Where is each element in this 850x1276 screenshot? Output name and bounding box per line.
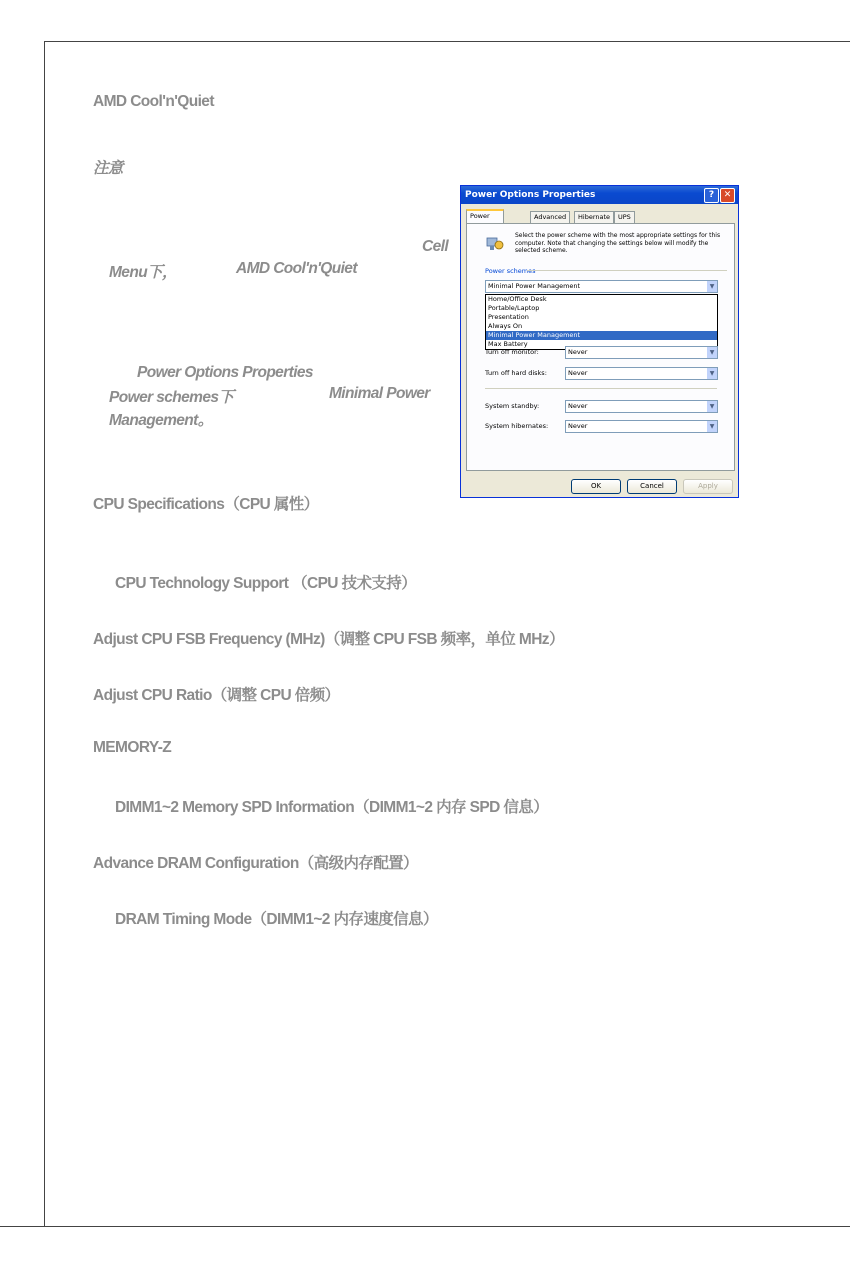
scheme-option[interactable]: Presentation [488,313,529,321]
page-frame-top [44,41,850,42]
body-text-power-schemes: Power schemes下 [109,389,234,406]
setting-label-hibernates: System hibernates: [485,422,549,430]
dialog-title: Power Options Properties [465,190,596,200]
scheme-option[interactable]: Max Battery [488,340,528,348]
tab-ups[interactable]: UPS [614,211,635,223]
power-schemes-panel [466,223,735,471]
heading-adjust-cpu-ratio: Adjust CPU Ratio（调整 CPU 倍频） [93,687,340,704]
power-scheme-dropdown-list [485,294,718,350]
monitor-value: Never [568,348,588,356]
chevron-down-icon[interactable]: ▼ [707,401,717,412]
heading-dimm-spd-info: DIMM1~2 Memory SPD Information（DIMM1~2 内存 SPD 信息） [115,799,549,816]
heading-adjust-cpu-fsb: Adjust CPU FSB Frequency (MHz)（调整 CPU FSB 频率，单位 MHz） [93,631,564,648]
close-x-icon[interactable]: ✕ [720,188,735,203]
body-text-minimal-power: Minimal Power [329,385,430,402]
page-frame-bottom [0,1226,850,1227]
note-label: 注意 [93,160,123,177]
hard-disks-select[interactable] [565,367,718,380]
body-text-power-options: Power Options Properties [137,364,313,381]
question-mark-icon[interactable]: ? [704,188,719,203]
heading-amd-coolnquiet: AMD Cool'n'Quiet [93,93,214,110]
setting-label-standby: System standby: [485,402,540,410]
tab-advanced[interactable]: Advanced [530,211,570,223]
hard-disks-value: Never [568,369,588,377]
monitor-select[interactable] [565,346,718,359]
body-text-cell: Cell [422,238,449,255]
scheme-option[interactable]: Always On [488,322,523,330]
page-frame-left [44,41,45,1226]
hibernates-select[interactable] [565,420,718,433]
power-scheme-value: Minimal Power Management [488,282,581,290]
chevron-down-icon[interactable]: ▼ [707,368,717,379]
power-options-dialog [460,185,739,498]
heading-cpu-technology-support: CPU Technology Support （CPU 技术支持） [115,575,417,592]
body-text-menu: Menu下， [109,264,177,281]
heading-advance-dram: Advance DRAM Configuration（高级内存配置） [93,855,418,872]
apply-button[interactable]: Apply [683,479,733,494]
heading-memory-z: MEMORY-Z [93,739,172,756]
scheme-option[interactable]: Home/Office Desk [488,295,547,303]
body-text-management: Management。 [109,412,213,429]
heading-dram-timing-mode: DRAM Timing Mode（DIMM1~2 内存速度信息） [115,911,438,928]
chevron-down-icon[interactable]: ▼ [707,421,717,432]
scheme-option-selected[interactable]: Minimal Power Management [486,331,717,340]
chevron-down-icon[interactable]: ▼ [707,281,717,292]
power-plug-icon [485,234,505,252]
body-text-amd: AMD Cool'n'Quiet [236,260,357,277]
scheme-option[interactable]: Portable/Laptop [488,304,540,312]
setting-label-monitor: Turn off monitor: [485,348,539,356]
standby-value: Never [568,402,588,410]
ok-button[interactable]: OK [571,479,621,494]
chevron-down-icon[interactable]: ▼ [707,347,717,358]
tab-hibernate[interactable]: Hibernate [574,211,614,223]
hibernates-value: Never [568,422,588,430]
standby-select[interactable] [565,400,718,413]
cancel-button[interactable]: Cancel [627,479,677,494]
power-schemes-group-label: Power schemes [485,267,536,275]
dialog-title-bar [461,186,738,204]
group-divider [527,270,727,271]
heading-cpu-specifications: CPU Specifications（CPU 属性） [93,496,319,513]
settings-divider [485,388,717,389]
tab-power-schemes[interactable]: Power [466,209,504,225]
setting-label-hard-disks: Turn off hard disks: [485,369,547,377]
scheme-description: Select the power scheme with the most appropriate settings for this computer. Note that changing the settings below will modify the selected scheme. [515,232,721,254]
power-scheme-select[interactable] [485,280,718,293]
